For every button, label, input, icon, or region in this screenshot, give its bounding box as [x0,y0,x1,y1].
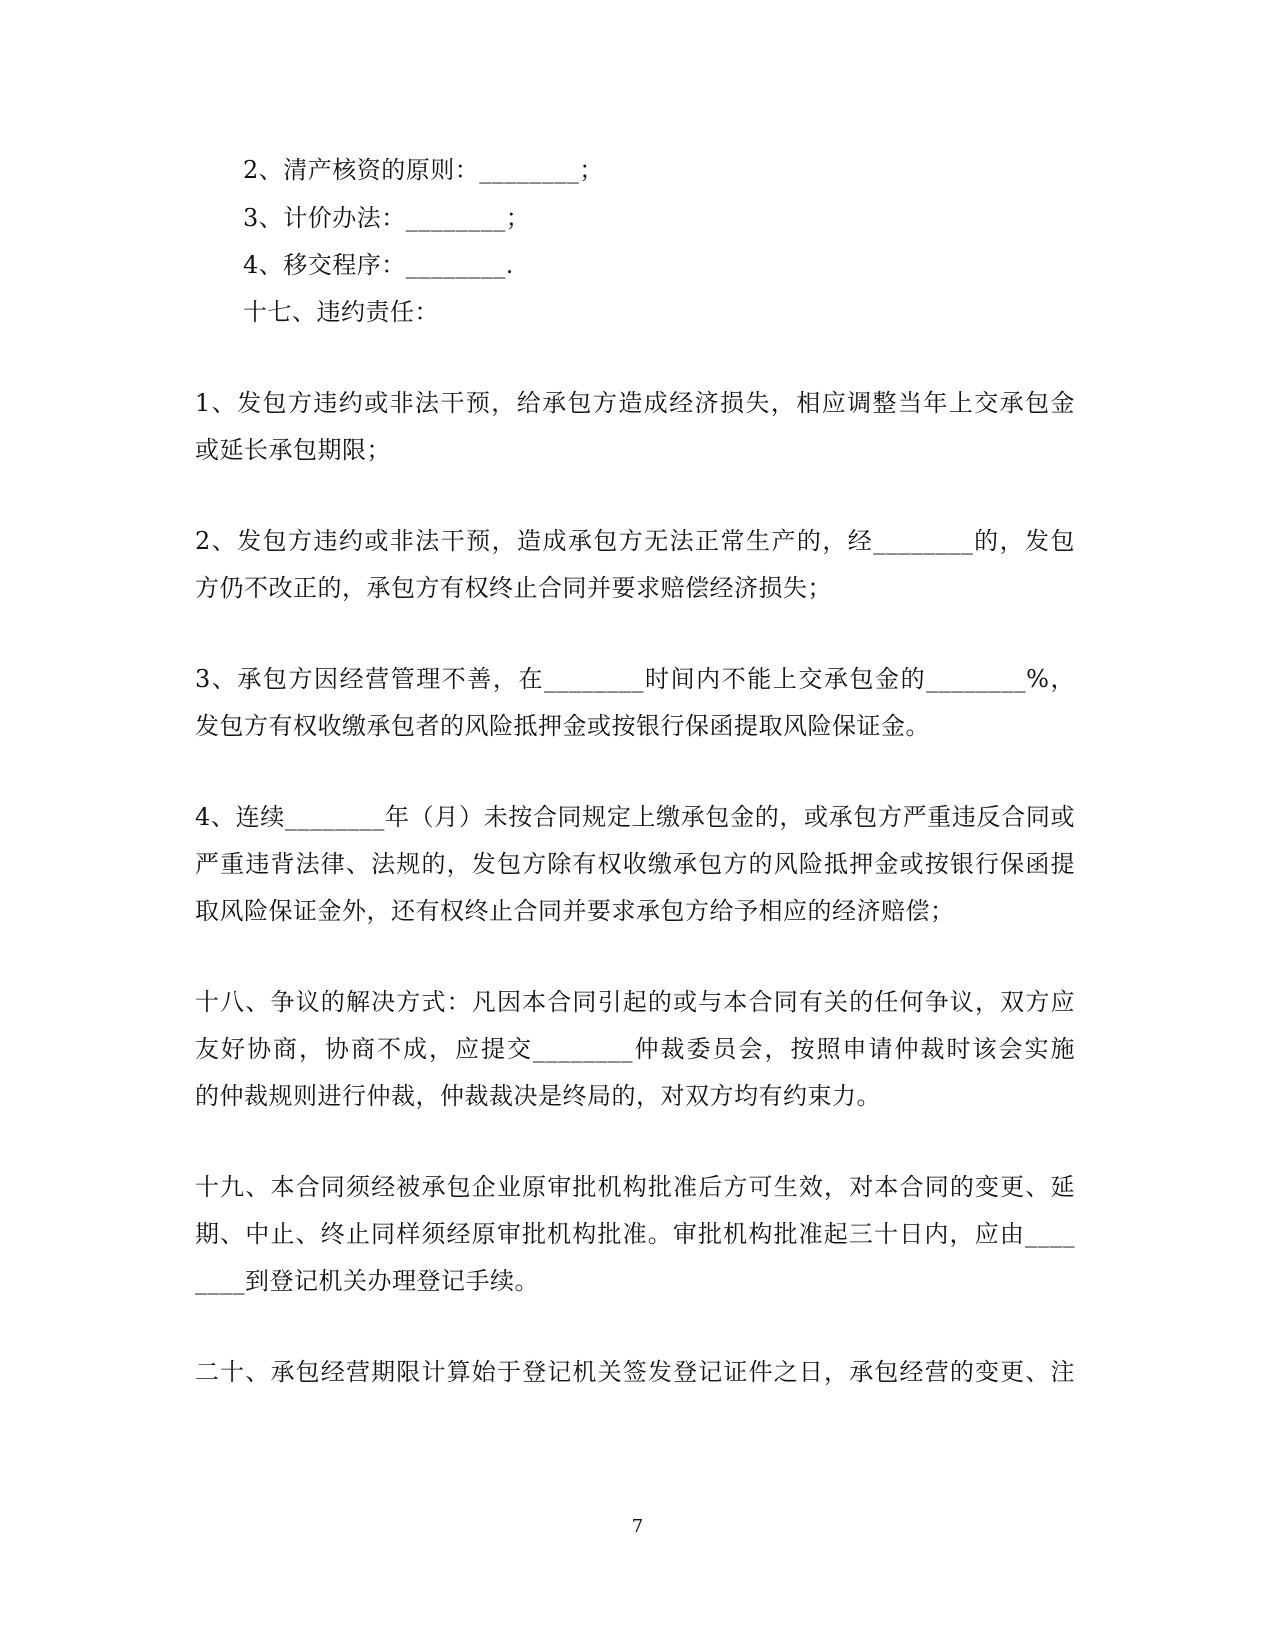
clause-16-item-4: 4、移交程序：________. [243,251,514,279]
clause-19-line-1: 十九、本合同须经被承包企业原审批机构批准后方可生效，对本合同的变更、延 [195,1173,1075,1201]
clause-19-line-2: 期、中止、终止同样须经原审批机构批准。审批机构批准起三十日内，应由____ [195,1220,1075,1248]
clause-17-item-1-line-2: 或延长承包期限； [195,436,391,464]
clause-17-item-2-line-1: 2、发包方违约或非法干预，造成承包方无法正常生产的，经________的，发包 [195,527,1075,555]
page-number: 7 [631,1516,644,1537]
clause-17-item-2-line-2: 方仍不改正的，承包方有权终止合同并要求赔偿经济损失； [195,574,832,602]
clause-17-heading: 十七、违约责任： [243,298,439,326]
clause-17-item-4-line-3: 取风险保证金外，还有权终止合同并要求承包方给予相应的经济赔偿； [195,897,955,925]
clause-16-item-3: 3、计价办法：________； [243,204,531,232]
clause-17-item-4-line-2: 严重违背法律、法规的，发包方除有权收缴承包方的风险抵押金或按银行保函提 [195,850,1075,878]
clause-17-item-4-line-1: 4、连续________年（月）未按合同规定上缴承包金的，或承包方严重违反合同或 [195,803,1075,831]
clause-18-line-1: 十八、争议的解决方式：凡因本合同引起的或与本合同有关的任何争议，双方应 [195,988,1075,1016]
clause-19-line-3: ____到登记机关办理登记手续。 [195,1267,539,1295]
clause-18-line-2: 友好协商，协商不成，应提交________仲裁委员会，按照申请仲裁时该会实施 [195,1035,1075,1063]
clause-16-item-2: 2、清产核资的原则：________； [243,156,604,184]
clause-18-line-3: 的仲裁规则进行仲裁，仲裁裁决是终局的，对双方均有约束力。 [195,1082,881,1110]
clause-17-item-3-line-2: 发包方有权收缴承包者的风险抵押金或按银行保函提取风险保证金。 [195,712,930,740]
clause-17-item-1-line-1: 1、发包方违约或非法干预，给承包方造成经济损失，相应调整当年上交承包金 [195,389,1075,417]
clause-17-item-3-line-1: 3、承包方因经营管理不善，在________时间内不能上交承包金的________%， [195,665,1075,693]
clause-20-line-1: 二十、承包经营期限计算始于登记机关签发登记证件之日，承包经营的变更、注 [195,1358,1075,1386]
